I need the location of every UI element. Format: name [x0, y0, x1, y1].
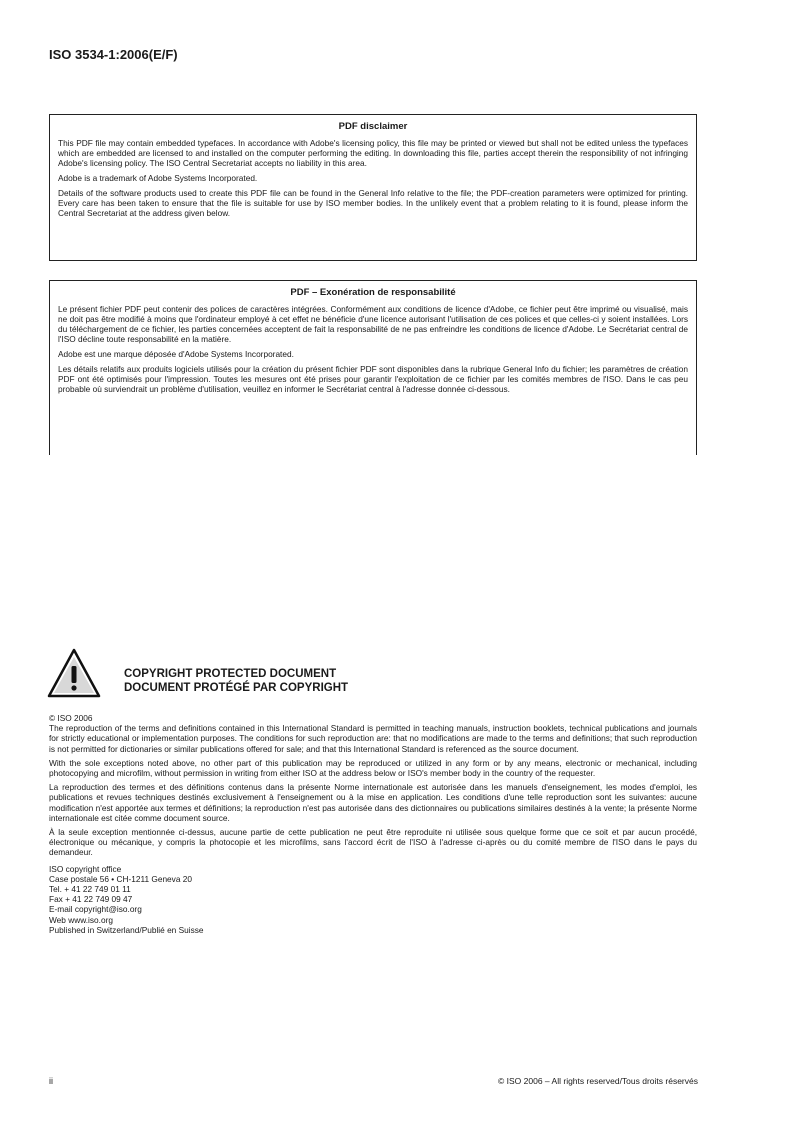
- copyright-heading-fr: DOCUMENT PROTÉGÉ PAR COPYRIGHT: [124, 682, 349, 694]
- copyright-paragraph-3: La reproduction des termes et des définitions contenus dans la présente Norme internationale est autorisée dans les manuels d'enseignement, les modes d'emploi, les publications et revues techniques destinés exclusivement à l'enseignement ou à la mise en application. Les conditions d'une telle reproduction sont les suivantes: aucune modification n'est apportée aux termes et définitions; la reproduction n'est pas autorisée dans des dictionnaires ou publications similaires destinés à la vente; la présente Norme internationale est citée comme document source.: [49, 782, 697, 823]
- disclaimer-en-title: PDF disclaimer: [338, 121, 408, 132]
- address-fax: Fax + 41 22 749 09 47: [49, 894, 133, 905]
- page-number: ii: [49, 1076, 53, 1086]
- disclaimer-fr-paragraph-2: Adobe est une marque déposée d'Adobe Systems Incorporated.: [58, 349, 294, 359]
- warning-triangle-icon: [47, 648, 101, 698]
- copyright-notice: © ISO 2006: [49, 713, 93, 723]
- disclaimer-fr-title: PDF – Exonération de responsabilité: [290, 287, 456, 298]
- footer-rights: © ISO 2006 – All rights reserved/Tous droits réservés: [498, 1076, 698, 1086]
- pdf-disclaimer-fr: [49, 280, 697, 455]
- disclaimer-en-paragraph-3: Details of the software products used to create this PDF file can be found in the General Info relative to the file; the PDF-creation parameters were optimized for printing. Every care has been taken to ensure that the file is suitable for use by ISO member bodies. In the unlikely event that a problem relating to it is found, please inform the Central Secretariat at the address given below.: [58, 188, 688, 218]
- copyright-paragraph-4: À la seule exception mentionnée ci-dessus, aucune partie de cette publication ne peut être reproduite ni utilisée sous quelque forme que ce soit et par aucun procédé, électronique ou mécanique, y compris la photocopie et les microfilms, sans l'accord écrit de l'ISO à l'adresse ci-après ou du comité membre de l'ISO dans le pays du demandeur.: [49, 827, 697, 858]
- pdf-disclaimer-en: [49, 114, 697, 261]
- copyright-body: [49, 713, 697, 935]
- copyright-heading-en: COPYRIGHT PROTECTED DOCUMENT: [124, 668, 337, 680]
- address-office: ISO copyright office: [49, 863, 122, 874]
- copyright-paragraph-2: With the sole exceptions noted above, no other part of this publication may be reproduced or utilized in any form or by any means, electronic or mechanical, including photocopying and microfilm, without permission in writing from either ISO at the address below or ISO's member body in the country of the requester.: [49, 757, 697, 779]
- address-tel: Tel. + 41 22 749 01 11: [49, 884, 131, 895]
- iso-address: [49, 864, 697, 935]
- disclaimer-en-paragraph-2: Adobe is a trademark of Adobe Systems Incorporated.: [58, 173, 258, 183]
- address-postal: Case postale 56 • CH-1211 Geneva 20: [49, 873, 192, 884]
- address-email: E-mail copyright@iso.org: [49, 904, 142, 915]
- disclaimer-fr-paragraph-3: Les détails relatifs aux produits logiciels utilisés pour la création du présent fichier PDF sont disponibles dans la rubrique General Info du fichier; les paramètres de création PDF ont été optimisés pour l'impression. Toutes les mesures ont été prises pour garantir l'exploitation de ce fichier par les comités membres de l'ISO. Dans le cas peu probable où surviendrait un problème d'utilisation, veuillez en informer le Secrétariat central à l'adresse donnée ci-dessous.: [58, 364, 688, 394]
- address-web: Web www.iso.org: [49, 914, 113, 925]
- copyright-paragraph-1: The reproduction of the terms and definitions contained in this International Standard is permitted in teaching manuals, instruction booklets, technical publications and journals for strictly educational or implementation purposes. The conditions for such reproduction are: that no modifications are made to the terms and definitions; that such reproduction is not permitted for dictionaries or similar publications offered for sale; and that this International Standard is referenced as the source document.: [49, 723, 697, 754]
- copyright-heading: [124, 667, 348, 695]
- disclaimer-fr-paragraph-1: Le présent fichier PDF peut contenir des polices de caractères intégrées. Conformément aux conditions de licence d'Adobe, ce fichier peut être imprimé ou visualisé, mais ne doit pas être modifié à moins que l'ordinateur employé à cet effet ne bénéficie d'une licence autorisant l'utilisation de ces polices et que celles-ci y soient installées. Lors du téléchargement de ce fichier, les parties concernées acceptent de fait la responsabilité de ne pas enfreindre les conditions de licence d'Adobe. Le Secrétariat central de l'ISO décline toute responsabilité en la matière.: [58, 304, 688, 344]
- document-id: ISO 3534-1:2006(E/F): [49, 47, 178, 62]
- disclaimer-en-paragraph-1: This PDF file may contain embedded typefaces. In accordance with Adobe's licensing policy, this file may be printed or viewed but shall not be edited unless the typefaces which are embedded are licensed to and installed on the computer performing the editing. In downloading this file, parties accept therein the responsibility of not infringing Adobe's licensing policy. The ISO Central Secretariat accepts no liability in this area.: [58, 138, 688, 168]
- published-in: Published in Switzerland/Publié en Suisse: [49, 924, 204, 935]
